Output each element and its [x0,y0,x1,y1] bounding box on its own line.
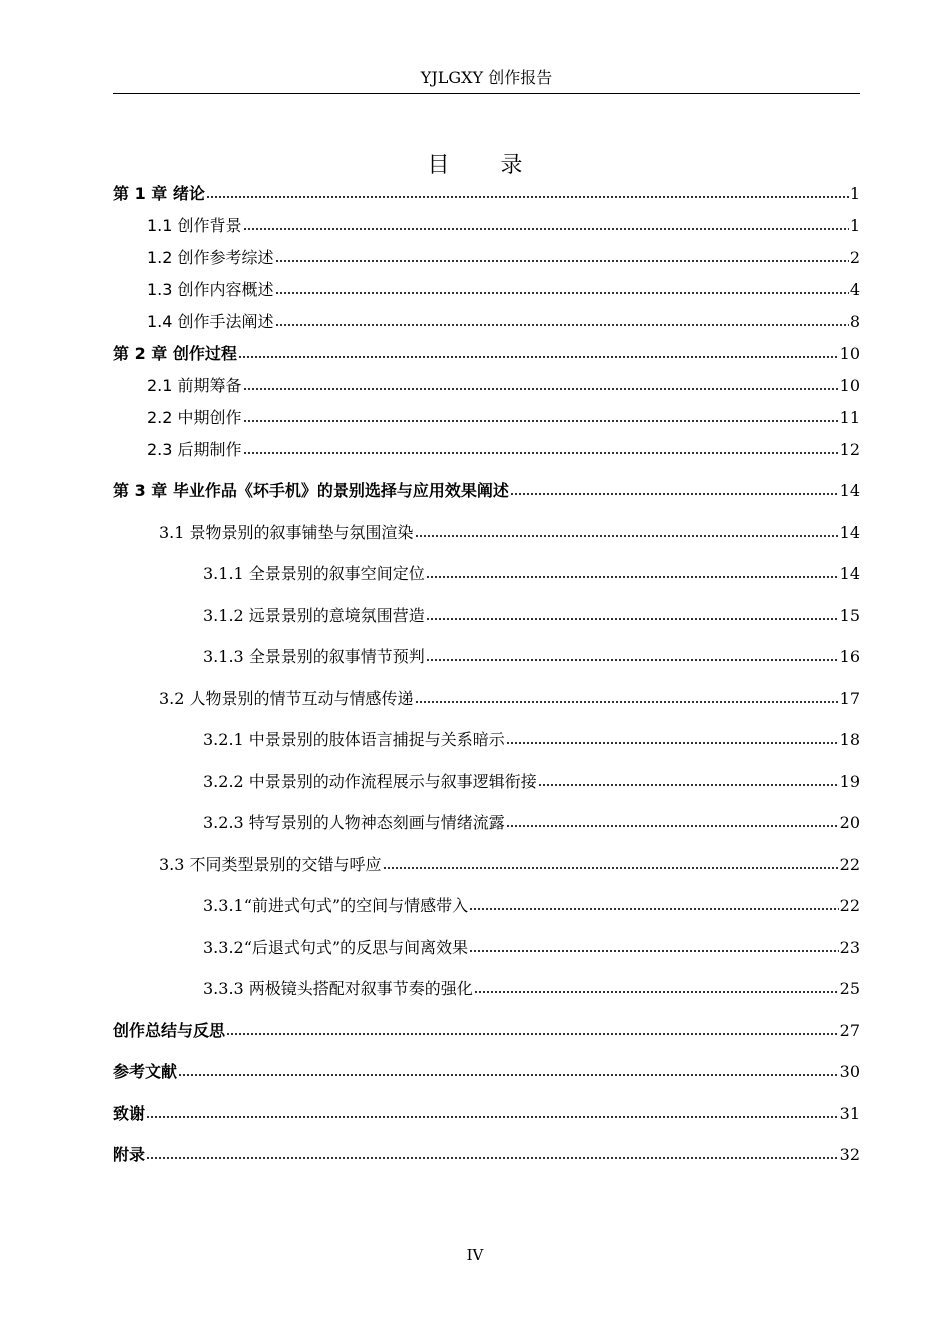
toc-entry-page: 22 [839,896,860,915]
toc-entry-page: 18 [839,730,860,749]
toc-entry-page: 25 [839,979,860,998]
toc-leader-dots [538,773,839,787]
toc-entry-3-2-3[interactable] [203,813,860,833]
toc-leader-dots [383,856,839,870]
toc-leader-dots [238,345,839,359]
toc-entry-page: 16 [839,647,860,666]
toc-entry-3-1[interactable] [159,523,860,543]
toc-entry-label: 3.2.2 中景景别的动作流程展示与叙事逻辑衔接 [203,772,537,791]
toc-entry-1-3[interactable] [147,280,860,300]
toc-entry-page: 14 [839,523,860,542]
toc-entry-label: 第 1 章 绪论 [113,184,205,203]
toc-entry-label: 2.1 前期筹备 [147,376,242,395]
toc-entry-3-2-2[interactable] [203,772,860,792]
toc-entry-appendix[interactable] [113,1145,860,1165]
toc-entry-label: 3.1 景物景别的叙事铺垫与氛围渲染 [159,523,414,542]
toc-entry-references[interactable] [113,1062,860,1082]
toc-entry-label: 3.2.3 特写景别的人物神态刻画与情绪流露 [203,813,505,832]
toc-entry-label: 1.3 创作内容概述 [147,280,274,299]
toc-entry-page: 20 [839,813,860,832]
toc-entry-3-1-3[interactable] [203,647,860,667]
toc-entry-chapter-3[interactable] [113,481,860,501]
toc-entry-chapter-1[interactable] [113,184,860,204]
toc-entry-page: 10 [839,376,860,395]
toc-leader-dots [469,939,839,953]
toc-entry-page: 14 [839,564,860,583]
toc-entry-label: 3.3.3 两极镜头搭配对叙事节奏的强化 [203,979,473,998]
toc-entry-page: 15 [839,606,860,625]
toc-entry-page: 1 [849,216,860,235]
toc-leader-dots [415,524,839,538]
toc-entry-3-3-1[interactable] [203,896,860,916]
toc-leader-dots [206,185,849,199]
toc-leader-dots [178,1063,839,1077]
toc-entry-3-3[interactable] [159,855,860,875]
toc-entry-1-1[interactable] [147,216,860,236]
toc-leader-dots [226,1022,839,1036]
toc-entry-3-2-1[interactable] [203,730,860,750]
toc-entry-3-1-1[interactable] [203,564,860,584]
toc-entry-label: 3.3 不同类型景别的交错与呼应 [159,855,382,874]
toc-entry-page: 2 [849,248,860,267]
toc-leader-dots [469,897,839,911]
toc-leader-dots [146,1105,839,1119]
page-number: IV [466,1246,484,1264]
toc-entry-3-1-2[interactable] [203,606,860,626]
toc-leader-dots [275,281,849,295]
toc-leader-dots [146,1146,839,1160]
toc-entry-page: 10 [839,344,860,363]
toc-leader-dots [510,482,839,496]
toc-entry-page: 27 [839,1021,860,1040]
toc-leader-dots [243,409,839,423]
toc-entry-label: 3.3.2“后退式句式”的反思与间离效果 [203,938,469,957]
toc-leader-dots [506,731,839,745]
toc-entry-label: 3.2 人物景别的情节互动与情感传递 [159,689,414,708]
toc-entry-label: 1.2 创作参考综述 [147,248,274,267]
toc-entry-page: 1 [849,184,860,203]
toc-entry-2-2[interactable] [147,408,860,428]
toc-entry-label: 附录 [113,1145,146,1164]
toc-entry-3-3-2[interactable] [203,938,860,958]
toc-entry-page: 11 [839,408,860,427]
toc-entry-label: 2.2 中期创作 [147,408,242,427]
toc-entry-label: 致谢 [113,1104,146,1123]
toc-entry-3-2[interactable] [159,689,860,709]
toc-entry-page: 14 [839,481,860,500]
toc-entry-label: 第 3 章 毕业作品《坏手机》的景别选择与应用效果阐述 [113,481,509,500]
toc-entry-page: 30 [839,1062,860,1081]
toc-leader-dots [415,690,839,704]
toc-entry-label: 3.2.1 中景景别的肢体语言捕捉与关系暗示 [203,730,505,749]
toc-entry-chapter-2[interactable] [113,344,860,364]
toc-title: 目 录 [427,153,545,178]
toc-entry-page: 12 [839,440,860,459]
toc-entry-2-3[interactable] [147,440,860,460]
toc-entry-label: 2.3 后期制作 [147,440,242,459]
toc-entry-label: 参考文献 [113,1062,178,1081]
toc-leader-dots [243,377,839,391]
toc-entry-label: 3.1.2 远景景别的意境氛围营造 [203,606,425,625]
toc-entry-page: 32 [839,1145,860,1164]
toc-entry-label: 1.1 创作背景 [147,216,242,235]
toc-entry-acknowledgements[interactable] [113,1104,860,1124]
toc-leader-dots [506,814,839,828]
toc-entry-1-4[interactable] [147,312,860,332]
toc-leader-dots [474,980,839,994]
toc-entry-page: 4 [849,280,860,299]
toc-entry-page: 23 [839,938,860,957]
toc-leader-dots [275,249,849,263]
toc-leader-dots [275,313,849,327]
toc-entry-label: 3.3.1“前进式句式”的空间与情感带入 [203,896,469,915]
toc-leader-dots [426,648,839,662]
toc-entry-label: 1.4 创作手法阐述 [147,312,274,331]
toc-leader-dots [426,565,839,579]
toc-entry-2-1[interactable] [147,376,860,396]
toc-entry-summary[interactable] [113,1021,860,1041]
toc-entry-page: 17 [839,689,860,708]
toc-entry-page: 22 [839,855,860,874]
toc-entry-label: 3.1.3 全景景别的叙事情节预判 [203,647,425,666]
toc-entry-page: 19 [839,772,860,791]
page-header: YJLGXY 创作报告 [113,66,860,94]
toc-entry-1-2[interactable] [147,248,860,268]
toc-entry-label: 创作总结与反思 [113,1021,226,1040]
toc-entry-page: 31 [839,1104,860,1123]
toc-entry-label: 第 2 章 创作过程 [113,344,237,363]
toc-leader-dots [243,441,839,455]
toc-leader-dots [243,217,849,231]
toc-entry-label: 3.1.1 全景景别的叙事空间定位 [203,564,425,583]
toc-entry-3-3-3[interactable] [203,979,860,999]
toc-entry-page: 8 [849,312,860,331]
toc-leader-dots [426,607,839,621]
